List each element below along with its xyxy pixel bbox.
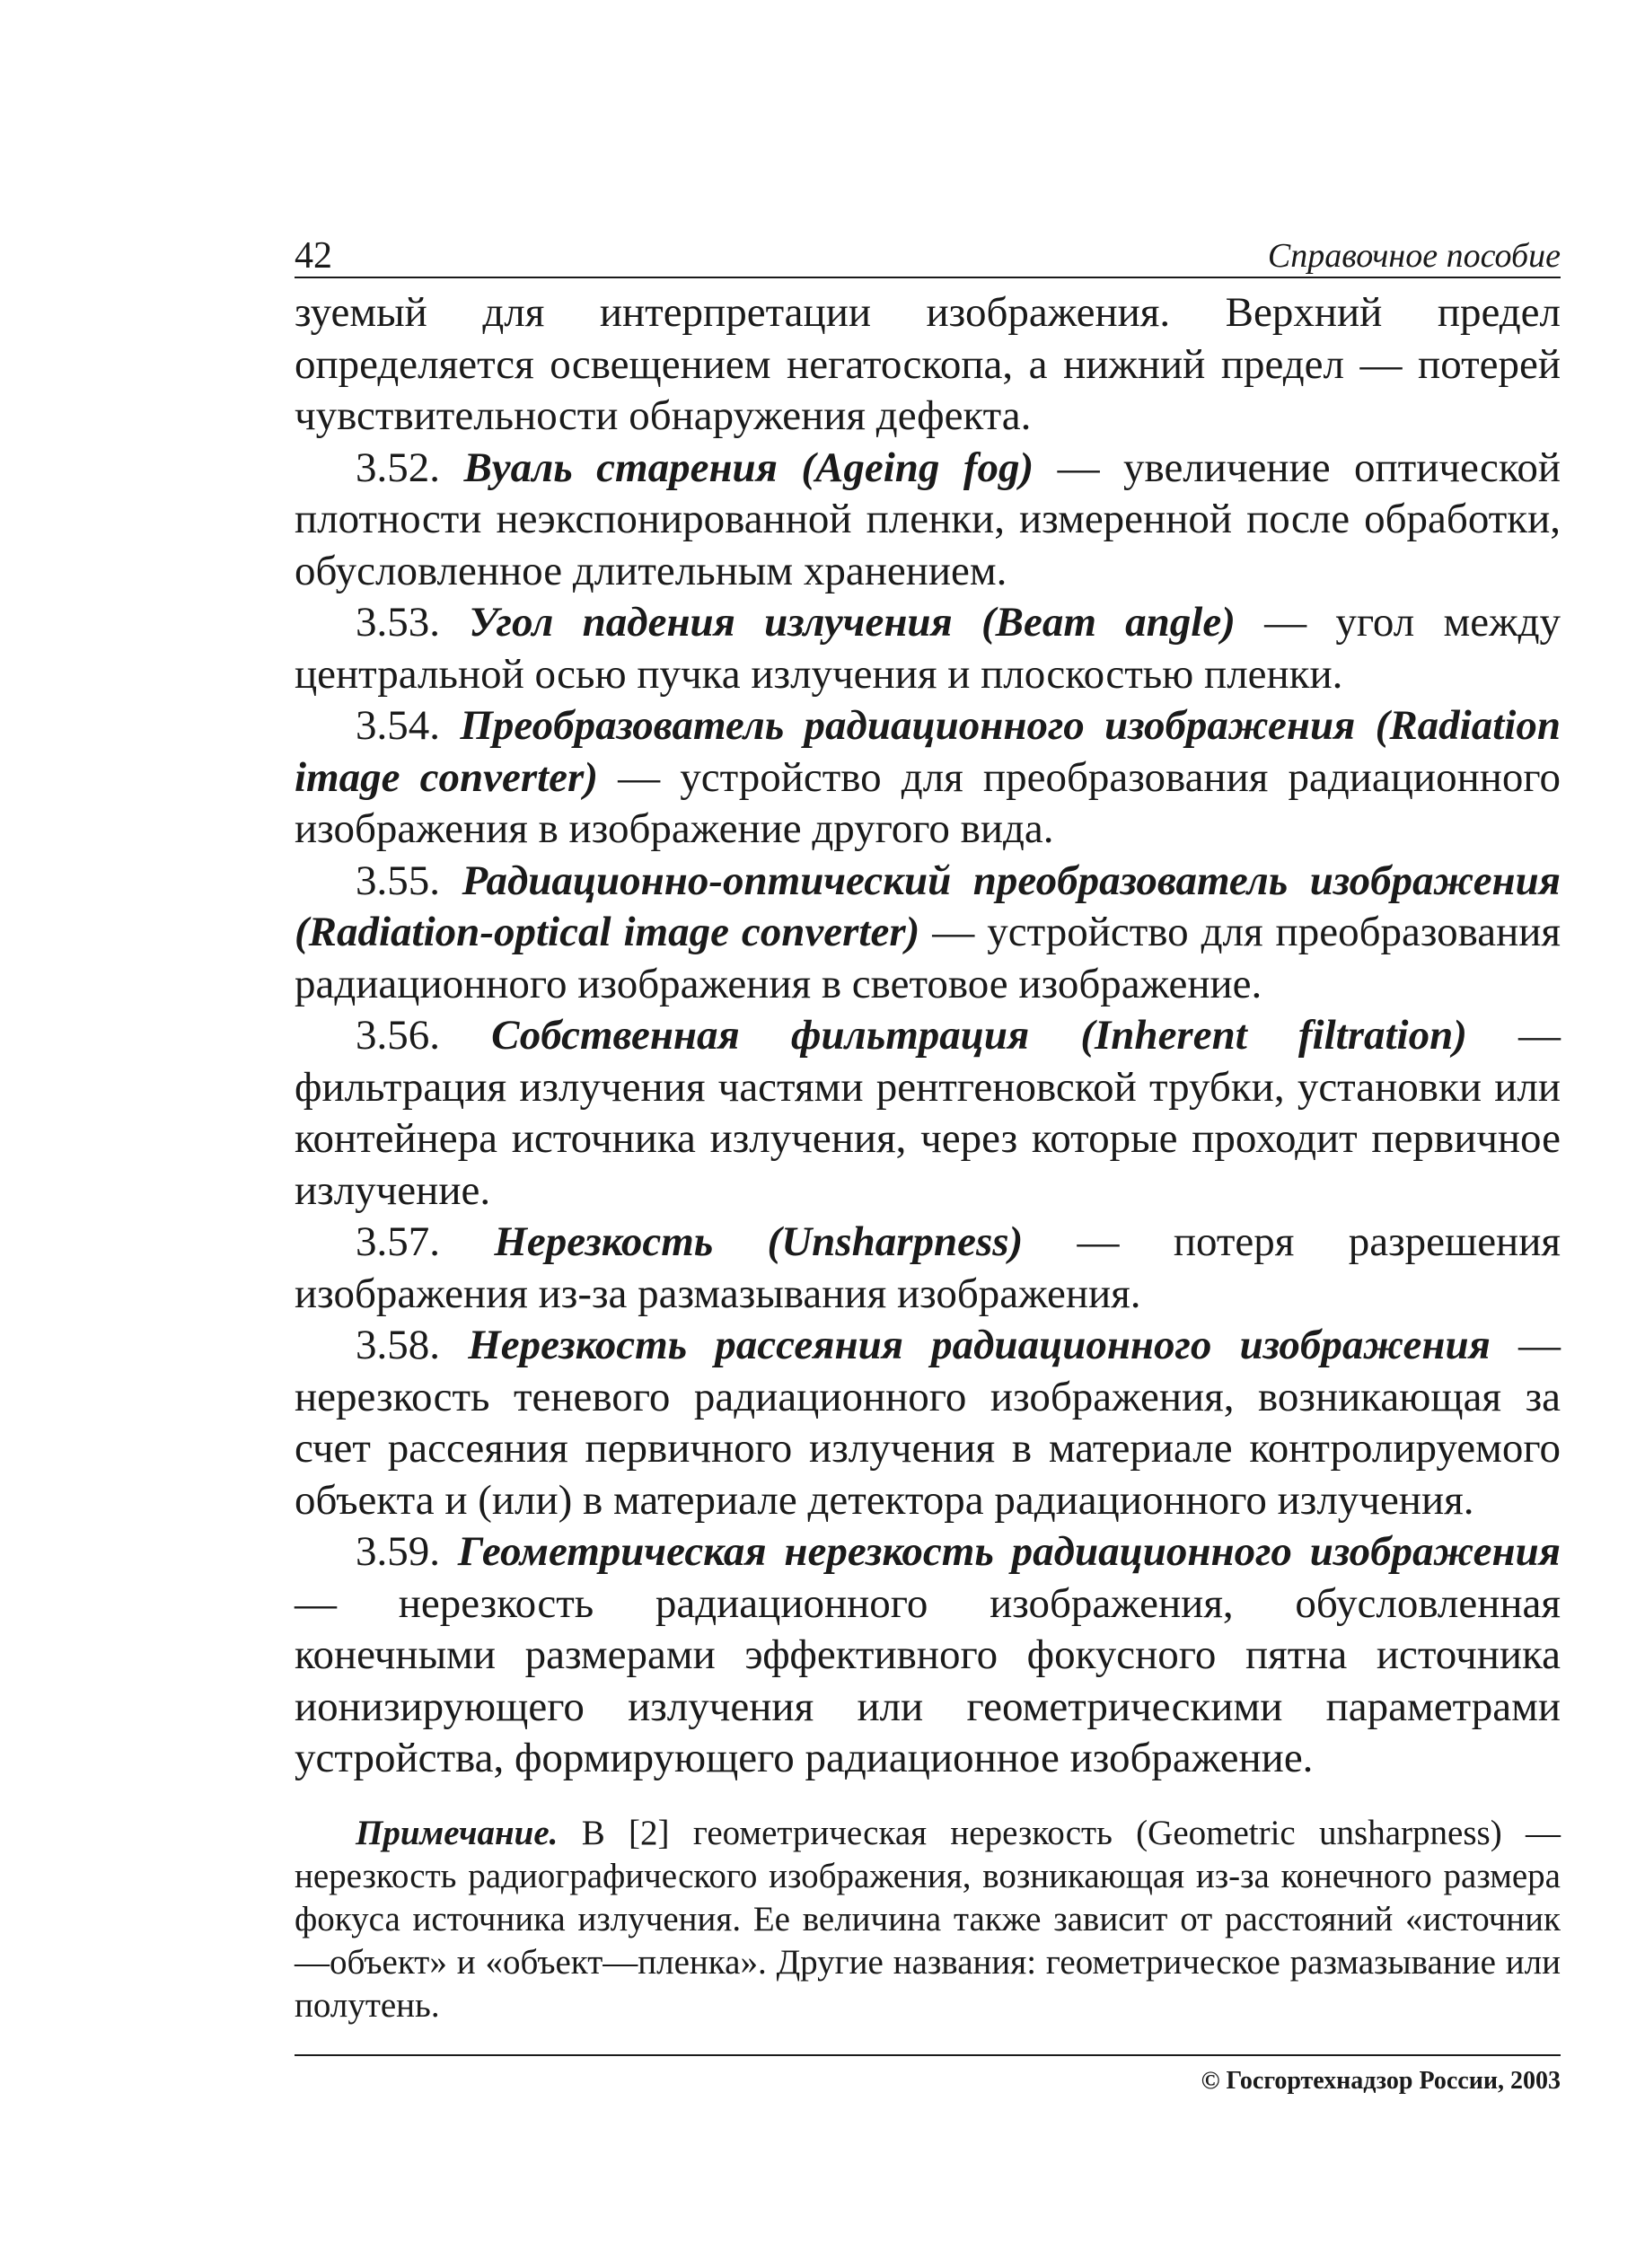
entry-definition: — фильтрация излучения частями рентгеновской трубки, установки или контейнера источника излучения, через которые проходит первичное излучение.	[295, 1012, 1561, 1214]
entry-definition: — потеря разрешения изображения из-за размазывания изображения.	[295, 1218, 1561, 1317]
note-label: Примечание.	[356, 1813, 559, 1852]
body-text	[295, 287, 1561, 1785]
entry-definition: — увеличение оптической плотности неэкспонированной пленки, измеренной после обработки, обусловленное длительным хранением.	[295, 444, 1561, 594]
footer-copyright: © Госгортехнадзор России, 2003	[1201, 2067, 1561, 2095]
entry-3-56	[295, 1010, 1561, 1217]
entry-term: Вуаль старения (Ageing fog)	[463, 444, 1034, 491]
entry-term: Угол падения излучения (Beam angle)	[469, 599, 1236, 646]
note-text: В [2] геометрическая нерезкость (Geometric unsharpness) — нерезкость радиографического изображения, возникающая из-за конечного размера фокуса источника излучения. Ее величина также зависит от расстояний «источник—объект» и «объект—пленка». Другие названия: геометрическое размазывание или полутень.	[295, 1813, 1561, 2025]
entry-definition: — нерезкость теневого радиационного изображения, возникающая за счет рассеяния первичного излучения в материале контролируемого объекта и (или) в материале детектора радиационного излучения.	[295, 1322, 1561, 1524]
entry-3-58	[295, 1320, 1561, 1526]
entry-term: Преобразователь радиационного изображения (Radiation image converter)	[295, 702, 1561, 801]
entry-3-54	[295, 700, 1561, 856]
entry-3-55	[295, 856, 1561, 1011]
footer-divider	[295, 2054, 1561, 2056]
entry-number: 3.52.	[356, 444, 440, 491]
entry-number: 3.55.	[356, 857, 440, 904]
entry-number: 3.58.	[356, 1322, 440, 1368]
page	[295, 233, 1561, 2062]
entry-number: 3.56.	[356, 1012, 440, 1059]
entry-number: 3.57.	[356, 1218, 440, 1265]
entry-3-53	[295, 597, 1561, 700]
page-number: 42	[295, 235, 332, 277]
entry-number: 3.53.	[356, 599, 440, 646]
entry-term: Нерезкость (Unsharpness)	[494, 1218, 1024, 1265]
entry-term: Нерезкость рассеяния радиационного изображения	[468, 1322, 1491, 1368]
entry-3-57	[295, 1217, 1561, 1320]
entry-term: Собственная фильтрация (Inherent filtration)	[491, 1012, 1467, 1059]
entry-definition: — устройство для преобразования радиационного изображения в световое изображение.	[295, 909, 1561, 1007]
entry-term: Радиационно-оптический преобразователь изображения (Radiation-optical image converter)	[295, 857, 1561, 955]
entry-definition: — устройство для преобразования радиационного изображения в изображение другого вида.	[295, 753, 1561, 852]
entry-definition: — угол между центральной осью пучка излучения и плоскостью пленки.	[295, 599, 1561, 698]
entry-term: Геометрическая нерезкость радиационного изображения	[457, 1528, 1561, 1575]
note-paragraph	[295, 1812, 1561, 2027]
running-header	[295, 233, 1561, 278]
intro-paragraph: зуемый для интерпретации изображения. Верхний предел определяется освещением негатоскопа, а нижний предел — потерей чувствительности обнаружения дефекта.	[295, 289, 1561, 439]
entry-3-52	[295, 443, 1561, 598]
entry-number: 3.54.	[356, 702, 440, 749]
entry-3-59	[295, 1526, 1561, 1785]
entry-definition: — нерезкость радиационного изображения, обусловленная конечными размерами эффективного фокусного пятна источника ионизирующего излучения или геометрическими параметрами устройства, формирующего радиационное изображение.	[295, 1579, 1561, 1781]
header-title: Справочное пособие	[1267, 237, 1561, 275]
entry-number: 3.59.	[356, 1528, 440, 1575]
